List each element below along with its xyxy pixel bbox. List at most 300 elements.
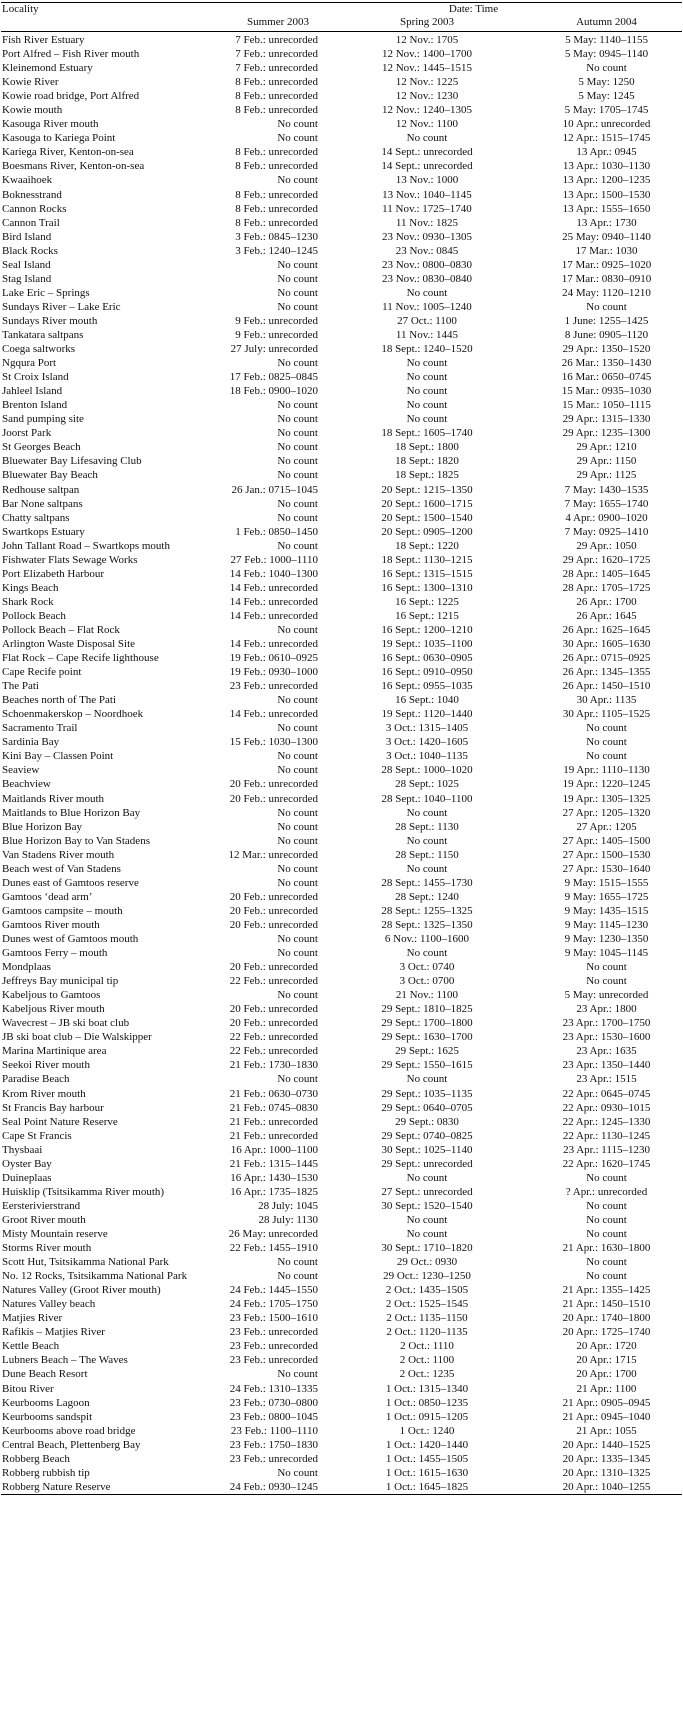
- summer-2003-cell: 18 Feb.: 0900–1020: [229, 385, 318, 398]
- spring-2003-cell: 29 Sept.: 1550–1615: [381, 1059, 473, 1072]
- autumn-2004-cell: 13 Apr.: 1730: [576, 216, 637, 229]
- summer-2003-cell: No count: [277, 357, 318, 370]
- locality-cell: Misty Mountain reserve: [2, 1227, 108, 1240]
- spring-2003-cell: 28 Sept.: 1240: [395, 890, 459, 903]
- summer-2003-cell: 14 Feb.: unrecorded: [229, 581, 318, 594]
- summer-2003-cell: No count: [277, 750, 318, 763]
- autumn-2004-cell: No count: [586, 975, 627, 988]
- spring-2003-cell: 21 Nov.: 1100: [395, 989, 459, 1002]
- table-row: [1, 918, 682, 932]
- spring-2003-cell: 30 Sept.: 1025–1140: [381, 1143, 473, 1156]
- table-row: [1, 651, 682, 665]
- table-row: [1, 1241, 682, 1255]
- table-row: [1, 932, 682, 946]
- table-row: [1, 609, 682, 623]
- summer-2003-cell: 24 Feb.: 1445–1550: [229, 1284, 318, 1297]
- locality-cell: Wavecrest – JB ski boat club: [2, 1017, 130, 1030]
- locality-cell: Jahleel Island: [2, 385, 63, 398]
- autumn-2004-cell: 27 Apr.: 1530–1640: [562, 862, 651, 875]
- spring-2003-cell: 12 Nov.: 1100: [395, 118, 459, 131]
- summer-2003-cell: 24 Feb.: 0930–1245: [229, 1480, 318, 1493]
- spring-2003-cell: 29 Sept.: 0830: [395, 1115, 459, 1128]
- table-row: [1, 1424, 682, 1438]
- table-row: [1, 1227, 682, 1241]
- table-row: [1, 581, 682, 595]
- summer-2003-cell: 7 Feb.: unrecorded: [235, 62, 318, 75]
- autumn-2004-cell: 5 May: 1250: [578, 76, 635, 89]
- table-row: [1, 384, 682, 398]
- spring-2003-cell: 2 Oct.: 1135–1150: [386, 1312, 468, 1325]
- autumn-2004-cell: 27 Apr.: 1405–1500: [562, 834, 651, 847]
- locality-cell: No. 12 Rocks, Tsitsikamma National Park: [2, 1270, 188, 1283]
- spring-2003-cell: 18 Sept.: 1605–1740: [381, 427, 473, 440]
- summer-2003-cell: No count: [277, 455, 318, 468]
- autumn-2004-cell: 26 Apr.: 1700: [576, 595, 637, 608]
- autumn-2004-cell: 9 May: 1435–1515: [564, 904, 649, 917]
- locality-header: Locality: [2, 3, 39, 15]
- table-row: [1, 1129, 682, 1143]
- table-row: [1, 876, 682, 890]
- summer-2003-cell: 20 Feb.: unrecorded: [229, 1017, 318, 1030]
- summer-2003-cell: No count: [277, 834, 318, 847]
- locality-cell: Coega saltworks: [2, 343, 76, 356]
- date-time-header: Date: Time: [448, 3, 499, 15]
- summer-2003-cell: 8 Feb.: unrecorded: [235, 76, 318, 89]
- locality-cell: Cape St Francis: [2, 1129, 72, 1142]
- locality-cell: Maitlands River mouth: [2, 792, 105, 805]
- table-row: [1, 1044, 682, 1058]
- summer-2003-cell: 9 Feb.: unrecorded: [235, 328, 318, 341]
- locality-cell: Sacramento Trail: [2, 722, 78, 735]
- spring-2003-cell: 29 Sept.: 0740–0825: [381, 1129, 473, 1142]
- summer-2003-cell: 14 Feb.: unrecorded: [229, 708, 318, 721]
- autumn-2004-cell: 20 Apr.: 1715: [576, 1354, 637, 1367]
- locality-cell: Flat Rock – Cape Recife lighthouse: [2, 652, 159, 665]
- autumn-2004-cell: 26 Apr.: 1645: [576, 609, 637, 622]
- autumn-2004-header: Autumn 2004: [576, 16, 637, 28]
- summer-2003-cell: 23 Feb.: unrecorded: [229, 1340, 318, 1353]
- summer-2003-cell: 14 Feb.: 1040–1300: [229, 567, 318, 580]
- table-row: [1, 1171, 682, 1185]
- table-row: [1, 1255, 682, 1269]
- autumn-2004-cell: 21 Apr.: 1055: [576, 1424, 637, 1437]
- autumn-2004-cell: 29 Apr.: 1210: [576, 441, 637, 454]
- locality-cell: Eersterivierstrand: [2, 1199, 81, 1212]
- summer-2003-cell: No count: [277, 1368, 318, 1381]
- spring-2003-cell: 19 Sept.: 1035–1100: [381, 638, 473, 651]
- spring-2003-cell: 16 Sept.: 1040: [395, 694, 459, 707]
- summer-2003-cell: 21 Feb.: 1315–1445: [229, 1157, 318, 1170]
- autumn-2004-cell: 16 Mar.: 0650–0745: [561, 371, 652, 384]
- summer-2003-cell: 3 Feb.: 0845–1230: [235, 230, 318, 243]
- spring-2003-cell: 6 Nov.: 1100–1600: [384, 933, 470, 945]
- spring-2003-cell: 28 Sept.: 1325–1350: [381, 918, 473, 931]
- spring-2003-cell: No count: [406, 1213, 448, 1226]
- autumn-2004-cell: 15 Mar.: 0935–1030: [561, 385, 652, 398]
- summer-2003-cell: 21 Feb.: 0745–0830: [229, 1101, 318, 1114]
- autumn-2004-cell: 20 Apr.: 1040–1255: [562, 1480, 651, 1493]
- autumn-2004-cell: 21 Apr.: 1450–1510: [562, 1298, 651, 1311]
- locality-cell: Storms River mouth: [2, 1242, 92, 1255]
- summer-2003-cell: 22 Feb.: unrecorded: [229, 1031, 318, 1044]
- table-row: [1, 314, 682, 328]
- summer-2003-cell: No count: [277, 300, 318, 313]
- autumn-2004-cell: 5 May: 1140–1155: [565, 34, 648, 46]
- locality-cell: Kwaaihoek: [2, 174, 53, 187]
- table-row: [1, 188, 682, 202]
- autumn-2004-cell: 10 Apr.: unrecorded: [562, 118, 651, 131]
- table-row: [1, 103, 682, 117]
- spring-2003-cell: 19 Sept.: 1120–1440: [381, 708, 473, 721]
- summer-2003-cell: 23 Feb.: unrecorded: [229, 1354, 318, 1367]
- summer-2003-cell: 1 Feb.: 0850–1450: [235, 525, 318, 538]
- spring-2003-cell: 28 Sept.: 1150: [395, 848, 459, 861]
- spring-2003-cell: 12 Nov.: 1705: [395, 34, 459, 46]
- spring-2003-cell: 13 Nov.: 1000: [395, 174, 459, 187]
- locality-cell: Krom River mouth: [2, 1087, 86, 1100]
- autumn-2004-cell: 9 May: 1045–1145: [564, 947, 649, 960]
- table-row: [1, 244, 682, 258]
- locality-cell: Kowie River: [2, 76, 59, 89]
- locality-cell: Maitlands to Blue Horizon Bay: [2, 806, 141, 819]
- spring-2003-cell: 16 Sept.: 0910–0950: [381, 666, 473, 679]
- locality-cell: St Georges Beach: [2, 441, 81, 454]
- summer-2003-cell: No count: [277, 132, 318, 145]
- locality-cell: Seal Island: [2, 258, 51, 271]
- summer-2003-cell: 8 Feb.: unrecorded: [235, 160, 318, 173]
- autumn-2004-cell: 29 Apr.: 1050: [576, 539, 637, 552]
- spring-2003-cell: 12 Nov.: 1445–1515: [381, 62, 473, 75]
- summer-2003-cell: 7 Feb.: unrecorded: [235, 34, 318, 46]
- autumn-2004-cell: 30 Apr.: 1135: [576, 694, 637, 707]
- summer-2003-cell: 14 Feb.: unrecorded: [229, 638, 318, 651]
- table-row: [1, 1452, 682, 1466]
- autumn-2004-cell: No count: [586, 1270, 627, 1283]
- table-row: [1, 412, 682, 426]
- spring-2003-cell: 11 Nov.: 1005–1240: [382, 300, 472, 313]
- autumn-2004-cell: 27 Apr.: 1205: [576, 820, 637, 833]
- spring-2003-header: Spring 2003: [399, 16, 455, 28]
- table-row: [1, 946, 682, 960]
- table-row: [1, 230, 682, 244]
- table-row: [1, 1382, 682, 1396]
- spring-2003-cell: 23 Nov.: 0930–1305: [381, 230, 473, 243]
- autumn-2004-cell: 29 Apr.: 1150: [576, 455, 637, 468]
- autumn-2004-cell: 20 Apr.: 1440–1525: [562, 1438, 651, 1451]
- autumn-2004-cell: No count: [586, 300, 627, 313]
- table-row: [1, 1339, 682, 1353]
- spring-2003-cell: 1 Oct.: 1315–1340: [385, 1382, 469, 1395]
- locality-cell: Boesmans River, Kenton-on-sea: [2, 160, 145, 173]
- table-row: [1, 1269, 682, 1283]
- locality-cell: Oyster Bay: [2, 1157, 52, 1170]
- spring-2003-cell: 2 Oct.: 1235: [399, 1368, 455, 1381]
- summer-2003-cell: 28 July: 1045: [258, 1199, 318, 1212]
- table-row: [1, 145, 682, 159]
- autumn-2004-cell: 13 Apr.: 1030–1130: [562, 160, 651, 173]
- table-row: [1, 1325, 682, 1339]
- spring-2003-cell: 23 Nov.: 0800–0830: [381, 258, 473, 271]
- locality-cell: Tankatara saltpans: [2, 328, 84, 341]
- spring-2003-cell: No count: [406, 947, 448, 960]
- spring-2003-cell: 11 Nov.: 1825: [395, 216, 459, 229]
- summer-2003-cell: No count: [277, 286, 318, 299]
- summer-2003-cell: 8 Feb.: unrecorded: [235, 216, 318, 229]
- summer-2003-cell: 26 May: unrecorded: [228, 1227, 318, 1240]
- table-row: [1, 61, 682, 75]
- table-row: [1, 131, 682, 145]
- spring-2003-cell: 3 Oct.: 0740: [399, 961, 455, 974]
- table-row: [1, 1072, 682, 1086]
- autumn-2004-cell: 12 Apr.: 1515–1745: [562, 132, 651, 145]
- locality-cell: Dunes west of Gamtoos mouth: [2, 933, 139, 945]
- spring-2003-cell: 29 Sept.: 1035–1135: [381, 1087, 473, 1100]
- table-row: [1, 806, 682, 820]
- summer-2003-cell: No count: [277, 694, 318, 707]
- table-row: [1, 707, 682, 721]
- autumn-2004-cell: 4 Apr.: 0900–1020: [565, 511, 648, 524]
- table-row: [1, 679, 682, 693]
- locality-cell: Pollock Beach – Flat Rock: [2, 623, 120, 636]
- summer-2003-cell: No count: [277, 539, 318, 552]
- autumn-2004-cell: 23 Apr.: 1530–1600: [562, 1031, 651, 1044]
- summer-2003-header: Summer 2003: [246, 16, 309, 28]
- table-row: [1, 328, 682, 342]
- autumn-2004-cell: 28 Apr.: 1705–1725: [562, 581, 651, 594]
- locality-cell: Lake Eric – Springs: [2, 286, 90, 299]
- locality-cell: Fish River Estuary: [2, 34, 85, 46]
- spring-2003-cell: 20 Sept.: 1500–1540: [381, 511, 473, 524]
- spring-2003-cell: 13 Nov.: 1040–1145: [382, 188, 472, 201]
- table-row: [1, 202, 682, 216]
- autumn-2004-cell: 9 May: 1145–1230: [564, 918, 649, 931]
- autumn-2004-cell: 15 Mar.: 1050–1115: [562, 399, 651, 412]
- autumn-2004-cell: 20 Apr.: 1720: [576, 1340, 637, 1353]
- table-row: [1, 890, 682, 904]
- locality-cell: Seekoi River mouth: [2, 1059, 90, 1072]
- spring-2003-cell: 1 Oct.: 1455–1505: [385, 1452, 469, 1465]
- autumn-2004-cell: 20 Apr.: 1335–1345: [562, 1452, 651, 1465]
- autumn-2004-cell: 7 May: 1655–1740: [564, 497, 649, 510]
- autumn-2004-cell: 17 Mar.: 1030: [575, 244, 638, 257]
- table-row: [1, 159, 682, 173]
- autumn-2004-cell: 27 Apr.: 1500–1530: [562, 848, 651, 861]
- autumn-2004-cell: 13 Apr.: 1200–1235: [562, 174, 651, 187]
- summer-2003-cell: 8 Feb.: unrecorded: [235, 202, 318, 215]
- table-row: [1, 89, 682, 103]
- spring-2003-cell: 29 Sept.: 1625: [395, 1045, 459, 1058]
- autumn-2004-cell: 25 May: 0940–1140: [562, 230, 651, 243]
- summer-2003-cell: 23 Feb.: 1100–1110: [230, 1424, 318, 1437]
- summer-2003-cell: No count: [277, 497, 318, 510]
- spring-2003-cell: 18 Sept.: 1820: [395, 455, 459, 468]
- summer-2003-cell: 23 Feb.: 1500–1610: [229, 1312, 318, 1325]
- table-row: [1, 525, 682, 539]
- summer-2003-cell: 9 Feb.: unrecorded: [235, 314, 318, 327]
- summer-2003-cell: No count: [277, 876, 318, 889]
- autumn-2004-cell: 30 Apr.: 1605–1630: [562, 638, 651, 651]
- autumn-2004-cell: 19 Apr.: 1305–1325: [562, 792, 651, 805]
- locality-cell: Cannon Rocks: [2, 202, 67, 215]
- summer-2003-cell: 8 Feb.: unrecorded: [235, 90, 318, 103]
- spring-2003-cell: 1 Oct.: 1240: [399, 1424, 455, 1437]
- locality-cell: Paradise Beach: [2, 1073, 70, 1086]
- spring-2003-cell: 28 Sept.: 1455–1730: [381, 876, 473, 889]
- spring-2003-cell: No count: [406, 399, 448, 412]
- autumn-2004-cell: 21 Apr.: 1355–1425: [562, 1284, 651, 1297]
- spring-2003-cell: No count: [406, 862, 448, 875]
- locality-cell: Stag Island: [2, 272, 52, 285]
- spring-2003-cell: No count: [406, 357, 448, 370]
- locality-cell: Beachview: [2, 778, 51, 791]
- locality-cell: St Croix Island: [2, 371, 69, 384]
- locality-cell: Van Stadens River mouth: [2, 848, 115, 861]
- autumn-2004-cell: 22 Apr.: 0930–1015: [562, 1101, 651, 1114]
- locality-cell: Rafikis – Matjies River: [2, 1326, 105, 1339]
- spring-2003-cell: 30 Sept.: 1710–1820: [381, 1242, 473, 1255]
- table-row: [1, 426, 682, 440]
- locality-cell: Gamtoos River mouth: [2, 918, 100, 931]
- autumn-2004-cell: 23 Apr.: 1700–1750: [562, 1017, 651, 1030]
- spring-2003-cell: 29 Sept.: 0640–0705: [381, 1101, 473, 1114]
- spring-2003-cell: 2 Oct.: 1525–1545: [385, 1298, 469, 1311]
- summer-2003-cell: 20 Feb.: unrecorded: [229, 778, 318, 791]
- locality-cell: Scott Hut, Tsitsikamma National Park: [2, 1256, 169, 1269]
- table-row: [1, 960, 682, 974]
- spring-2003-cell: 3 Oct.: 1040–1135: [386, 750, 468, 763]
- table-row: [1, 1030, 682, 1044]
- autumn-2004-cell: 27 Apr.: 1205–1320: [562, 806, 651, 819]
- autumn-2004-cell: 20 Apr.: 1700: [576, 1368, 637, 1381]
- locality-cell: Kings Beach: [2, 581, 59, 594]
- table-row: [1, 286, 682, 300]
- locality-cell: Joorst Park: [2, 427, 52, 440]
- summer-2003-cell: No count: [277, 272, 318, 285]
- locality-cell: Sand pumping site: [2, 413, 84, 426]
- spring-2003-cell: 16 Sept.: 1215: [395, 609, 459, 622]
- table-row: [1, 693, 682, 707]
- locality-cell: Brenton Island: [2, 399, 68, 412]
- autumn-2004-cell: No count: [586, 62, 627, 75]
- summer-2003-cell: 12 Mar.: unrecorded: [228, 848, 318, 861]
- locality-cell: Swartkops Estuary: [2, 525, 85, 538]
- autumn-2004-cell: 13 Apr.: 0945: [576, 146, 637, 159]
- spring-2003-cell: 16 Sept.: 1200–1210: [381, 623, 473, 636]
- locality-cell: Robberg Beach: [2, 1452, 70, 1465]
- summer-2003-cell: No count: [277, 933, 318, 945]
- spring-2003-cell: 3 Oct.: 1420–1605: [385, 736, 469, 749]
- locality-cell: JB ski boat club – Die Walskipper: [2, 1031, 152, 1044]
- summer-2003-cell: 20 Feb.: unrecorded: [229, 890, 318, 903]
- table-row: [1, 1002, 682, 1016]
- autumn-2004-cell: 29 Apr.: 1125: [576, 469, 637, 482]
- summer-2003-cell: 8 Feb.: unrecorded: [235, 104, 318, 117]
- locality-cell: Natures Valley (Groot River mouth): [2, 1284, 161, 1297]
- spring-2003-cell: No count: [406, 1073, 448, 1086]
- summer-2003-cell: No count: [277, 989, 318, 1002]
- autumn-2004-cell: No count: [586, 1171, 627, 1184]
- autumn-2004-cell: 5 May: unrecorded: [564, 989, 649, 1002]
- summer-2003-cell: 23 Feb.: 0730–0800: [229, 1396, 318, 1409]
- locality-cell: Kettle Beach: [2, 1340, 60, 1353]
- locality-cell: Duineplaas: [2, 1171, 52, 1184]
- spring-2003-cell: 12 Nov.: 1230: [395, 90, 459, 103]
- table-row: [1, 370, 682, 384]
- autumn-2004-cell: No count: [586, 1256, 627, 1269]
- summer-2003-cell: No count: [277, 511, 318, 524]
- spring-2003-cell: 11 Nov.: 1445: [395, 328, 459, 341]
- locality-cell: Keurbooms Lagoon: [2, 1396, 90, 1409]
- autumn-2004-cell: 17 Mar.: 0925–1020: [561, 258, 652, 271]
- autumn-2004-cell: 29 Apr.: 1350–1520: [562, 343, 651, 356]
- summer-2003-cell: 14 Feb.: unrecorded: [229, 595, 318, 608]
- summer-2003-cell: 15 Feb.: 1030–1300: [229, 736, 318, 749]
- locality-cell: Sundays River – Lake Eric: [2, 300, 121, 313]
- autumn-2004-cell: 23 Apr.: 1350–1440: [562, 1059, 651, 1072]
- spring-2003-cell: 1 Oct.: 0915–1205: [385, 1410, 469, 1423]
- spring-2003-cell: 12 Nov.: 1400–1700: [381, 48, 473, 61]
- count-dates-table: [1, 2, 682, 1495]
- locality-cell: Sundays River mouth: [2, 314, 98, 327]
- locality-cell: Kini Bay – Classen Point: [2, 750, 114, 763]
- autumn-2004-cell: 26 Apr.: 0715–0925: [562, 652, 651, 665]
- spring-2003-cell: No count: [406, 413, 448, 426]
- locality-cell: Kabeljous River mouth: [2, 1003, 105, 1016]
- autumn-2004-cell: 9 May: 1515–1555: [564, 876, 649, 889]
- autumn-2004-cell: 22 Apr.: 0645–0745: [562, 1087, 651, 1100]
- summer-2003-cell: 27 Feb.: 1000–1110: [230, 553, 318, 566]
- locality-cell: Beach west of Van Stadens: [2, 862, 121, 875]
- locality-cell: Kleinemond Estuary: [2, 62, 93, 75]
- summer-2003-cell: 23 Feb.: unrecorded: [229, 680, 318, 693]
- autumn-2004-cell: 5 May: 0945–1140: [564, 48, 649, 61]
- spring-2003-cell: 29 Sept.: unrecorded: [381, 1157, 473, 1170]
- spring-2003-cell: 30 Sept.: 1520–1540: [381, 1199, 473, 1212]
- summer-2003-cell: 21 Feb.: unrecorded: [229, 1129, 318, 1142]
- spring-2003-cell: 1 Oct.: 1615–1630: [385, 1466, 469, 1479]
- summer-2003-cell: 26 Jan.: 0715–1045: [231, 483, 318, 496]
- spring-2003-cell: 18 Sept.: 1800: [395, 441, 459, 454]
- table-row: [1, 1115, 682, 1129]
- summer-2003-cell: No count: [277, 399, 318, 412]
- autumn-2004-cell: No count: [586, 961, 627, 974]
- locality-cell: St Francis Bay harbour: [2, 1101, 104, 1114]
- table-row: [1, 258, 682, 272]
- spring-2003-cell: 14 Sept.: unrecorded: [381, 146, 473, 159]
- table-row: [1, 173, 682, 187]
- summer-2003-cell: 22 Feb.: unrecorded: [229, 1045, 318, 1058]
- autumn-2004-cell: 7 May: 0925–1410: [564, 525, 649, 538]
- summer-2003-cell: 20 Feb.: unrecorded: [229, 792, 318, 805]
- spring-2003-cell: 29 Oct.: 0930: [396, 1256, 458, 1269]
- summer-2003-cell: 8 Feb.: unrecorded: [235, 146, 318, 159]
- locality-cell: Lubners Beach – The Waves: [2, 1354, 128, 1367]
- spring-2003-cell: 28 Sept.: 1040–1100: [381, 792, 473, 805]
- locality-cell: Mondplaas: [2, 961, 51, 974]
- summer-2003-cell: 23 Feb.: 1750–1830: [229, 1438, 318, 1451]
- summer-2003-cell: No count: [277, 1466, 318, 1479]
- spring-2003-cell: 27 Sept.: unrecorded: [381, 1185, 473, 1198]
- locality-cell: Seal Point Nature Reserve: [2, 1115, 118, 1128]
- spring-2003-cell: 16 Sept.: 1315–1515: [381, 567, 473, 580]
- table-row: [1, 834, 682, 848]
- autumn-2004-cell: 21 Apr.: 1630–1800: [562, 1242, 651, 1255]
- summer-2003-cell: 16 Apr.: 1430–1530: [230, 1171, 318, 1184]
- locality-cell: Natures Valley beach: [2, 1298, 96, 1311]
- autumn-2004-cell: 21 Apr.: 0945–1040: [562, 1410, 651, 1423]
- spring-2003-cell: 23 Nov.: 0830–0840: [381, 272, 473, 285]
- summer-2003-cell: No count: [277, 806, 318, 819]
